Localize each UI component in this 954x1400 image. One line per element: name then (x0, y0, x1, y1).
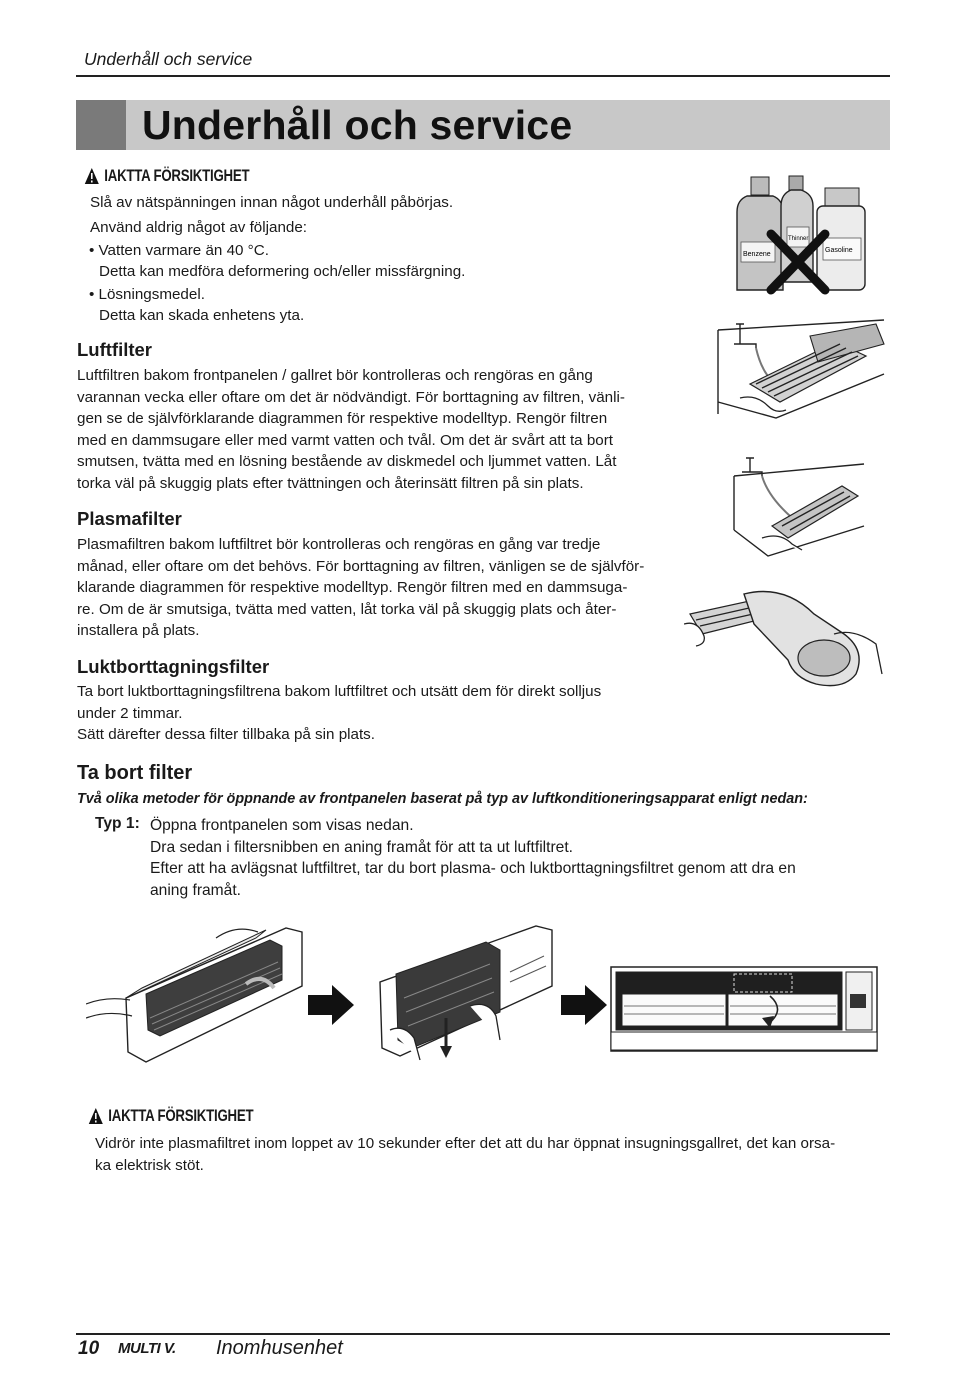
plasma-filter-washing-illustration (732, 446, 867, 561)
section-body-luktborttagningsfilter (77, 681, 601, 746)
caution-label: IAKTTA FÖRSIKTIGHET (104, 166, 250, 185)
body-line: Luftfiltren bakom frontpanelen / gallret bör kontrolleras och rengöras en gång (77, 367, 593, 384)
caution-bullet-1-sub: Detta kan medföra deformering och/eller missfärgning. (99, 263, 466, 280)
section-body-luftfilter (77, 365, 625, 494)
page-title: Underhåll och service (142, 102, 573, 148)
typ-line: Öppna frontpanelen som visas nedan. (150, 817, 414, 834)
bottle-label-benzene: Benzene (743, 251, 771, 258)
body-line: installera på plats. (77, 622, 200, 639)
body-line: torka väl på skuggig plats efter tvättningen och återinsätt filtren på sin plats. (77, 474, 584, 492)
caution-bottom-body (95, 1133, 835, 1176)
method-note: Två olika metoder för öppnande av frontpanelen baserat på typ av luftkonditioneringsapparat enligt nedan: (77, 791, 808, 807)
page-number: 10 (78, 1338, 100, 1359)
section-body-plasmafilter (77, 534, 644, 642)
typ-line: Efter att ha avlägsnat luftfiltret, tar du bort plasma- och luktborttagningsfiltret genom att dra en (150, 860, 796, 877)
body-line: smutsen, tvätta med en lösning bestående av diskmedel och ljummet vatten. Låt (77, 453, 617, 470)
body-line: under 2 timmar. (77, 704, 183, 722)
caution-line: ka elektrisk stöt. (95, 1156, 204, 1174)
body-line: månad, eller oftare om det behövs. För borttagning av filtren, vänligen se de självför- (77, 557, 645, 575)
caution-line-1: Slå av nätspänningen innan något underhåll påbörjas. (90, 194, 454, 211)
section-heading-ta-bort-filter: Ta bort filter (77, 762, 193, 784)
typ-line: aning framåt. (150, 881, 242, 899)
pull-filter-illustration (360, 920, 556, 1066)
caution-bullet-2-sub: Detta kan skada enhetens yta. (99, 307, 305, 324)
solvent-bottles-illustration (733, 172, 868, 297)
section-heading-luktborttagningsfilter: Luktborttagningsfilter (77, 656, 270, 677)
section-heading-luftfilter: Luftfilter (77, 339, 153, 360)
body-line: klarande diagrammen för respektive modelltyp. Rengör filtren med en dammsuga- (77, 579, 628, 596)
caution-label: IAKTTA FÖRSIKTIGHET (108, 1106, 254, 1125)
body-line: Ta bort luktborttagningsfiltrena bakom luftfiltret och utsätt dem för direkt solljus (77, 683, 602, 700)
footer-rule (76, 1333, 890, 1335)
arrow-right-icon (559, 983, 609, 1027)
body-line: Plasmafiltren bakom luftfiltret bör kontrolleras och rengöras en gång var tredje (77, 536, 601, 553)
caution-bullet-1: • Vatten varmare än 40 °C. (89, 242, 269, 259)
typ-line: Dra sedan i filtersnibben en aning framåt för att ta ut luftfiltret. (150, 838, 573, 856)
caution-line-2: Använd aldrig något av följande: (90, 219, 308, 236)
open-front-panel-illustration (86, 920, 308, 1066)
typ-label: Typ 1: (95, 815, 140, 832)
caution-heading-bottom (88, 1106, 253, 1126)
typ-instructions (150, 815, 796, 901)
warning-icon (84, 167, 100, 185)
body-line: varannan vecka eller oftare om det är nödvändigt. För borttagning av filtren, vänli- (77, 388, 625, 406)
caution-heading-top (84, 166, 249, 186)
vacuum-filter-illustration (684, 584, 884, 694)
footer-text: Inomhusenhet (216, 1337, 343, 1359)
multi-v-logo: MULTI V. (118, 1340, 176, 1357)
caution-bullet-2: • Lösningsmedel. (89, 286, 205, 303)
body-line: gen se de självförklarande diagrammen för respektive modelltyp. Rengör filtren (77, 410, 608, 427)
body-line: re. Om de är smutsiga, tvätta med vatten, låt torka väl på skuggig plats och åter- (77, 600, 617, 618)
warning-icon (88, 1107, 104, 1125)
arrow-right-icon (306, 983, 356, 1027)
body-line: Sätt därefter dessa filter tillbaka på sin plats. (77, 726, 375, 743)
filter-washing-illustration (716, 314, 886, 426)
caution-line: Vidrör inte plasmafiltret inom loppet av 10 sekunder efter det att du har öppnat insugningsgallret, det kan orsa- (95, 1135, 836, 1152)
bottle-label-gasoline: Gasoline (825, 247, 853, 254)
title-bar (76, 100, 890, 150)
section-heading-plasmafilter: Plasmafilter (77, 508, 182, 529)
body-line: med en dammsugare eller med varmt vatten och tvål. Om det är svårt att ta bort (77, 431, 614, 449)
running-header: Underhåll och service (84, 49, 253, 69)
header-rule (76, 75, 890, 77)
bottle-label-thinner: Thinner (788, 236, 809, 242)
title-block (76, 100, 126, 150)
remove-inner-filters-illustration (610, 966, 878, 1052)
